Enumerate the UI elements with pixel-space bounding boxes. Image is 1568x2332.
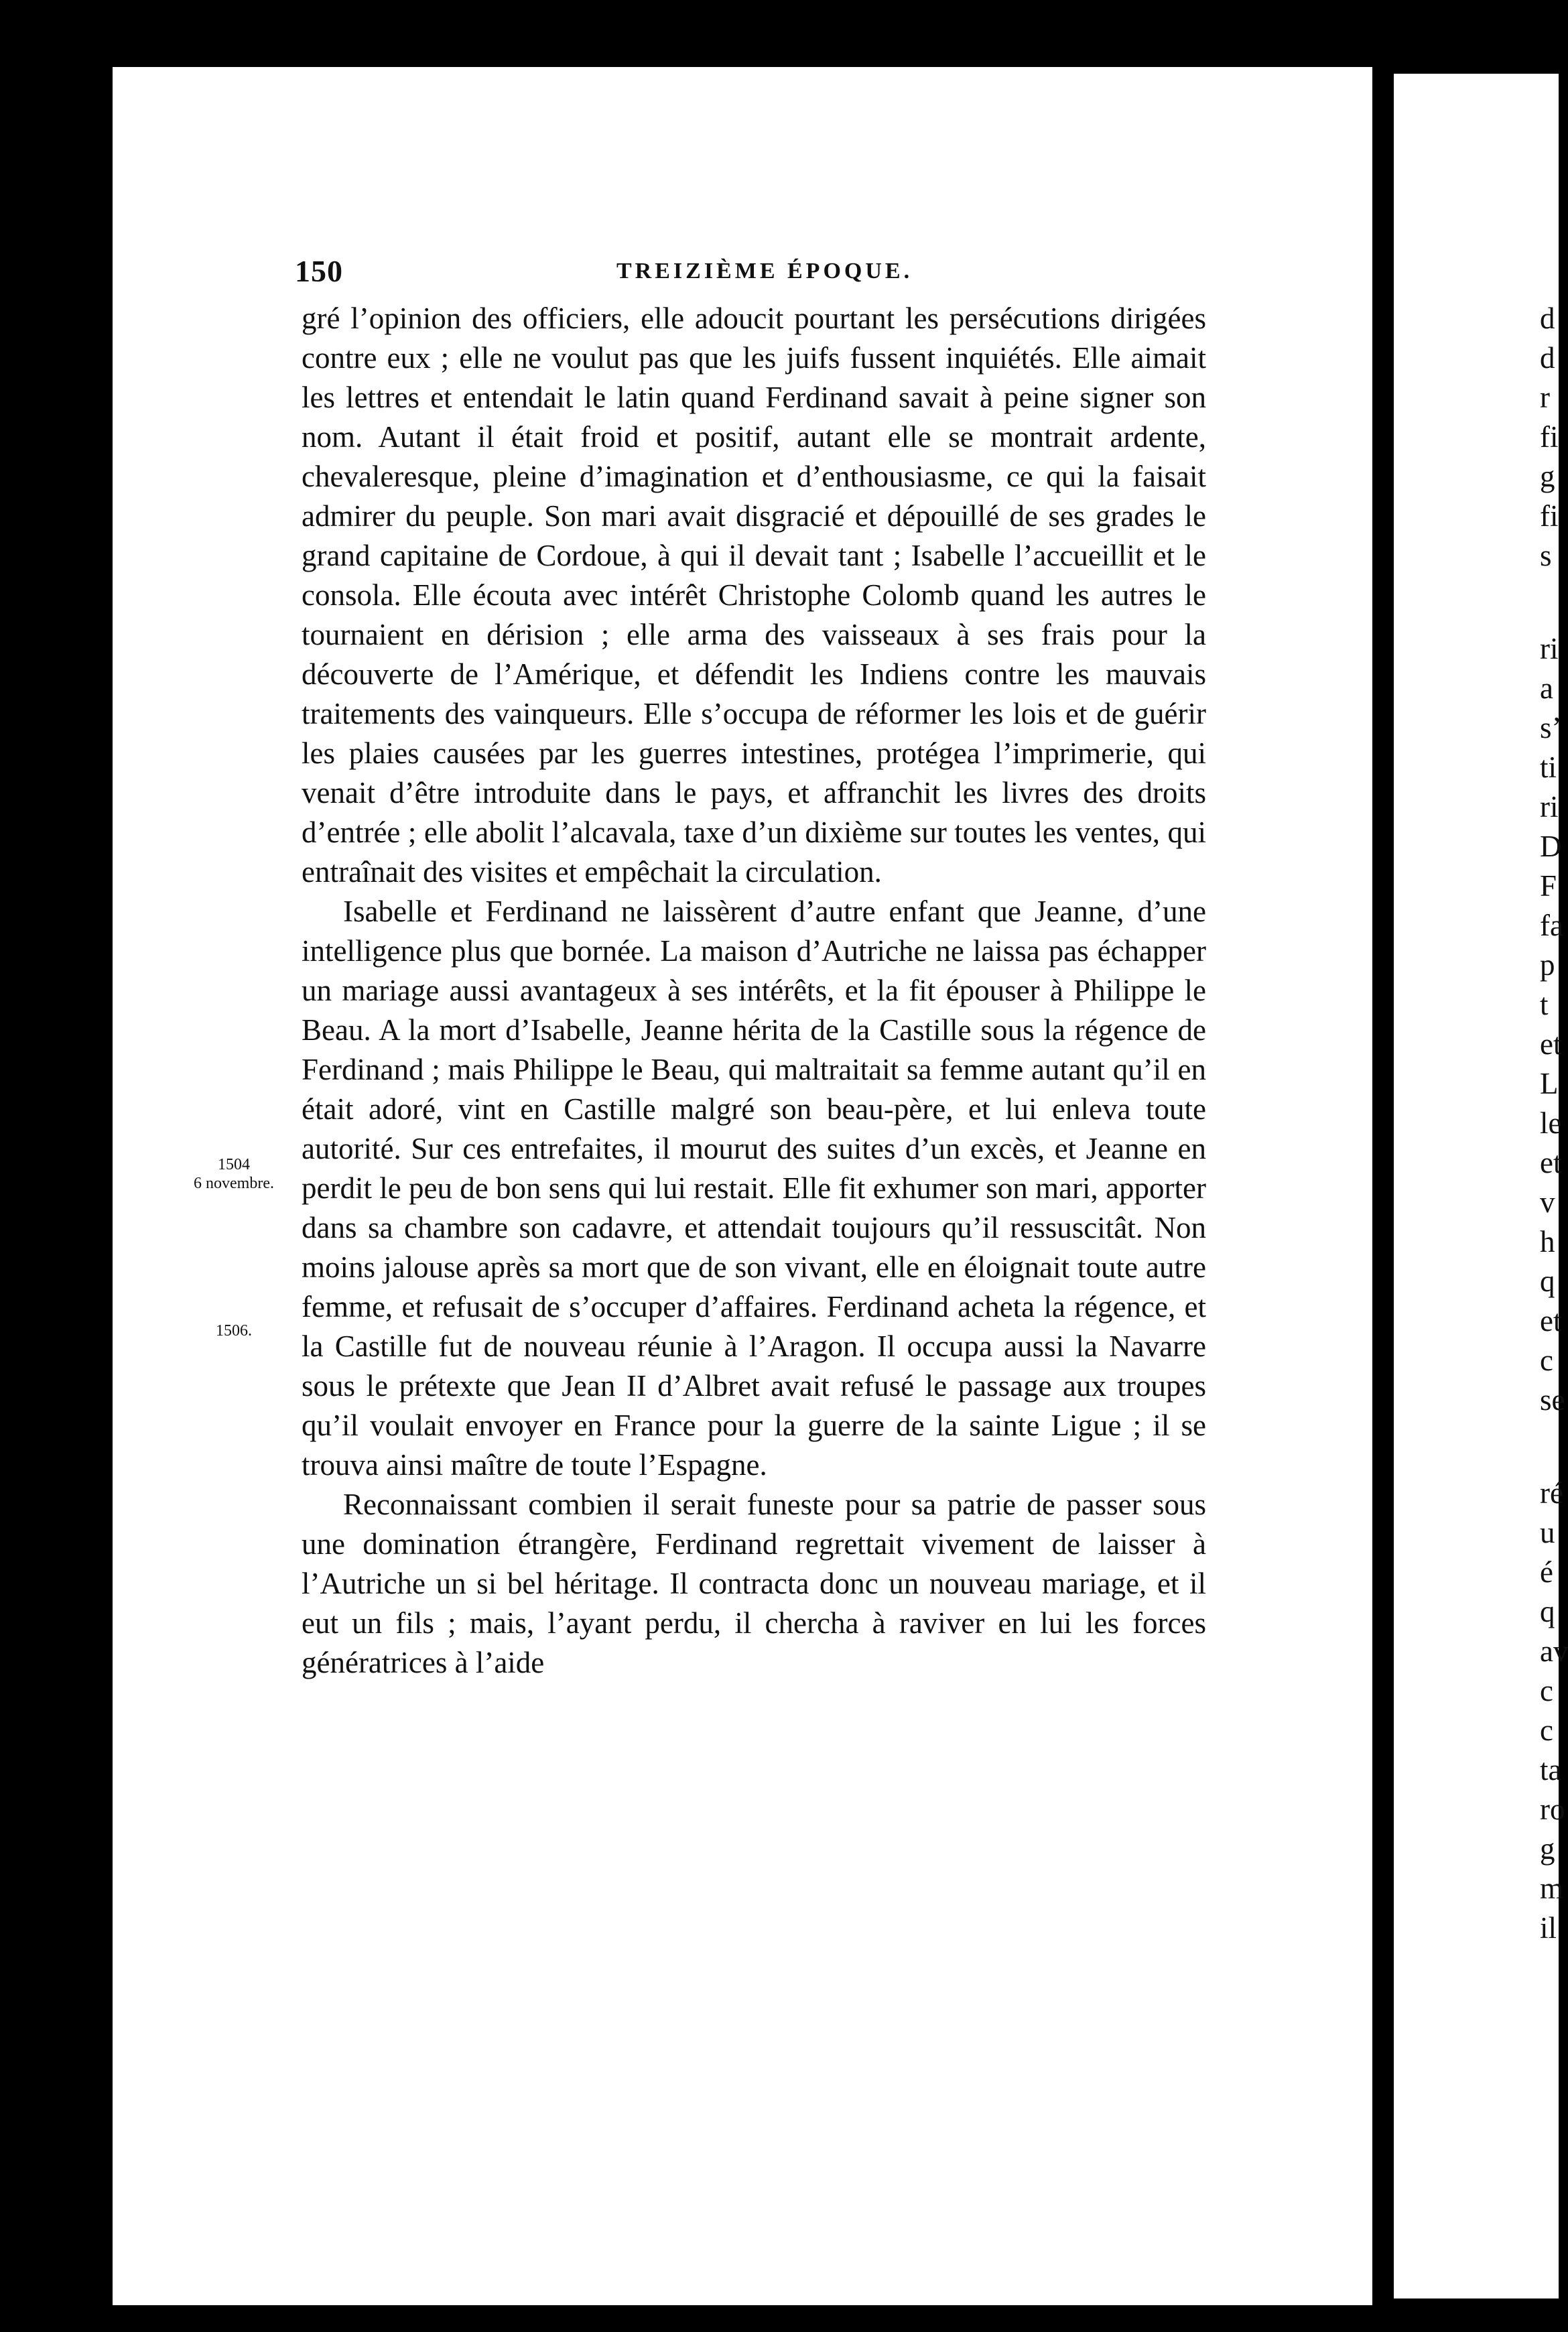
facing-line <box>1540 576 1568 629</box>
facing-line <box>1540 1420 1568 1474</box>
facing-line: ré <box>1540 1476 1563 1510</box>
page-gutter <box>1372 67 1394 2305</box>
facing-line: é <box>1540 1555 1553 1589</box>
facing-line: h <box>1540 1225 1555 1258</box>
facing-line: t <box>1540 988 1549 1021</box>
body-text <box>302 299 1206 1683</box>
facing-line: s’ <box>1540 711 1562 744</box>
facing-line: ro <box>1540 1793 1565 1826</box>
facing-line: F <box>1540 869 1557 903</box>
facing-line: et <box>1540 1304 1562 1338</box>
facing-line: fa <box>1540 909 1563 942</box>
facing-line: c <box>1540 1674 1553 1707</box>
margin-note-year: 1506. <box>216 1322 252 1340</box>
facing-line: s <box>1540 539 1552 572</box>
facing-line: av <box>1540 1634 1568 1668</box>
facing-line: fi <box>1540 499 1559 533</box>
facing-line: d <box>1540 341 1555 375</box>
facing-line: fi <box>1540 420 1559 454</box>
facing-line: et <box>1540 1027 1562 1061</box>
paragraph-1: gré l’opinion des officiers, elle adoucit pourtant les persécutions dirigées contre eux ; elle ne voulut pas que les juifs fussent inquiétés. Elle aimait les lettres et entendait le latin quand Ferdinand savait à peine signer son nom. Autant il était froid et positif, autant elle se montrait ardente, chevaleresque, pleine d’imagination et d’enthousiasme, ce qui la faisait admirer du peuple. Son mari avait disgracié et dépouillé de ses grades le grand capitaine de Cordoue, à qui il devait tant ; Isabelle l’accueillit et le consola. Elle écouta avec intérêt Christophe Colomb quand les autres le tournaient en dérision ; elle arma des vaisseaux à ses frais pour la découverte de l’Amérique, et défendit les Indiens contre les mauvais traitements des vainqueurs. Elle s’occupa de réformer les lois et de guérir les plaies causées par les guerres intestines, protégea l’imprimerie, qui venait d’être introduite dans le pays, et affranchit les livres des droits d’entrée ; elle abolit l’alcavala, taxe d’un dixième sur toutes les ventes, qui entraînait des visites et empêchait la circulation. <box>302 302 1206 889</box>
facing-line: ti <box>1540 751 1557 784</box>
facing-line: se <box>1540 1383 1565 1417</box>
facing-line: u <box>1540 1516 1555 1549</box>
facing-line: v <box>1540 1185 1555 1219</box>
facing-line: ri <box>1540 790 1559 824</box>
facing-line: d <box>1540 302 1555 335</box>
facing-line: g <box>1540 1832 1555 1866</box>
facing-line: il <box>1540 1911 1557 1945</box>
facing-line: a <box>1540 671 1553 705</box>
facing-line: m <box>1540 1872 1564 1905</box>
facing-line: q <box>1540 1595 1555 1628</box>
margin-note-1506 <box>164 1321 304 1340</box>
running-title: TREIZIÈME ÉPOQUE. <box>616 259 913 283</box>
facing-line: p <box>1540 948 1555 982</box>
facing-line: r <box>1540 381 1550 414</box>
facing-line: L <box>1540 1067 1559 1100</box>
facing-line: le <box>1540 1106 1562 1140</box>
paragraph-3: Reconnaissant combien il serait funeste pour sa patrie de passer sous une domination étrangère, Ferdinand regrettait vivement de laisser à l’Autriche un si bel héritage. Il contracta donc un nouveau mariage, et il eut un fils ; mais, l’ayant perdu, il chercha à raviver en lui les forces génératrices à l’aide <box>302 1488 1206 1679</box>
facing-line: c <box>1540 1344 1553 1377</box>
page-right-edge <box>1394 74 1559 2298</box>
facing-line: g <box>1540 460 1555 493</box>
margin-note-1504 <box>164 1155 304 1193</box>
paragraph-2: Isabelle et Ferdinand ne laissèrent d’autre enfant que Jeanne, d’une intelligence plus que bornée. La maison d’Autriche ne laissa pas échapper un mariage aussi avantageux à ses intérêts, et la fit épouser à Philippe le Beau. A la mort d’Isabelle, Jeanne hérita de la Castille sous la régence de Ferdinand ; mais Philippe le Beau, qui maltraitait sa femme autant qu’il en était adoré, vint en Castille malgré son beau-père, et lui enleva toute autorité. Sur ces entrefaites, il mourut des suites d’un excès, et Jeanne en perdit le peu de bon sens qui lui restait. Elle fit exhumer son mari, apporter dans sa chambre son cadavre, et attendait toujours qu’il ressuscitât. Non moins jalouse après sa mort que de son vivant, elle en éloignait toute autre femme, et refusait de s’occuper d’affaires. Ferdinand acheta la régence, et la Castille fut de nouveau réunie à l’Aragon. Il occupa aussi la Navarre sous le prétexte que Jean II d’Albret avait refusé le passage aux troupes qu’il voulait envoyer en France pour la guerre de la sainte Ligue ; il se trouva ainsi maître de toute l’Espagne. <box>302 895 1206 1482</box>
margin-note-year: 1504 <box>218 1156 250 1173</box>
facing-line: et <box>1540 1146 1562 1179</box>
facing-line: ta <box>1540 1753 1562 1787</box>
page-number: 150 <box>295 254 343 288</box>
facing-line: q <box>1540 1265 1555 1298</box>
facing-page-text <box>1540 299 1568 1948</box>
facing-line: c <box>1540 1713 1553 1747</box>
facing-line: D <box>1540 830 1562 863</box>
margin-note-date: 6 novembre. <box>194 1175 274 1192</box>
running-head <box>295 253 1206 294</box>
facing-line: ri <box>1540 632 1559 665</box>
